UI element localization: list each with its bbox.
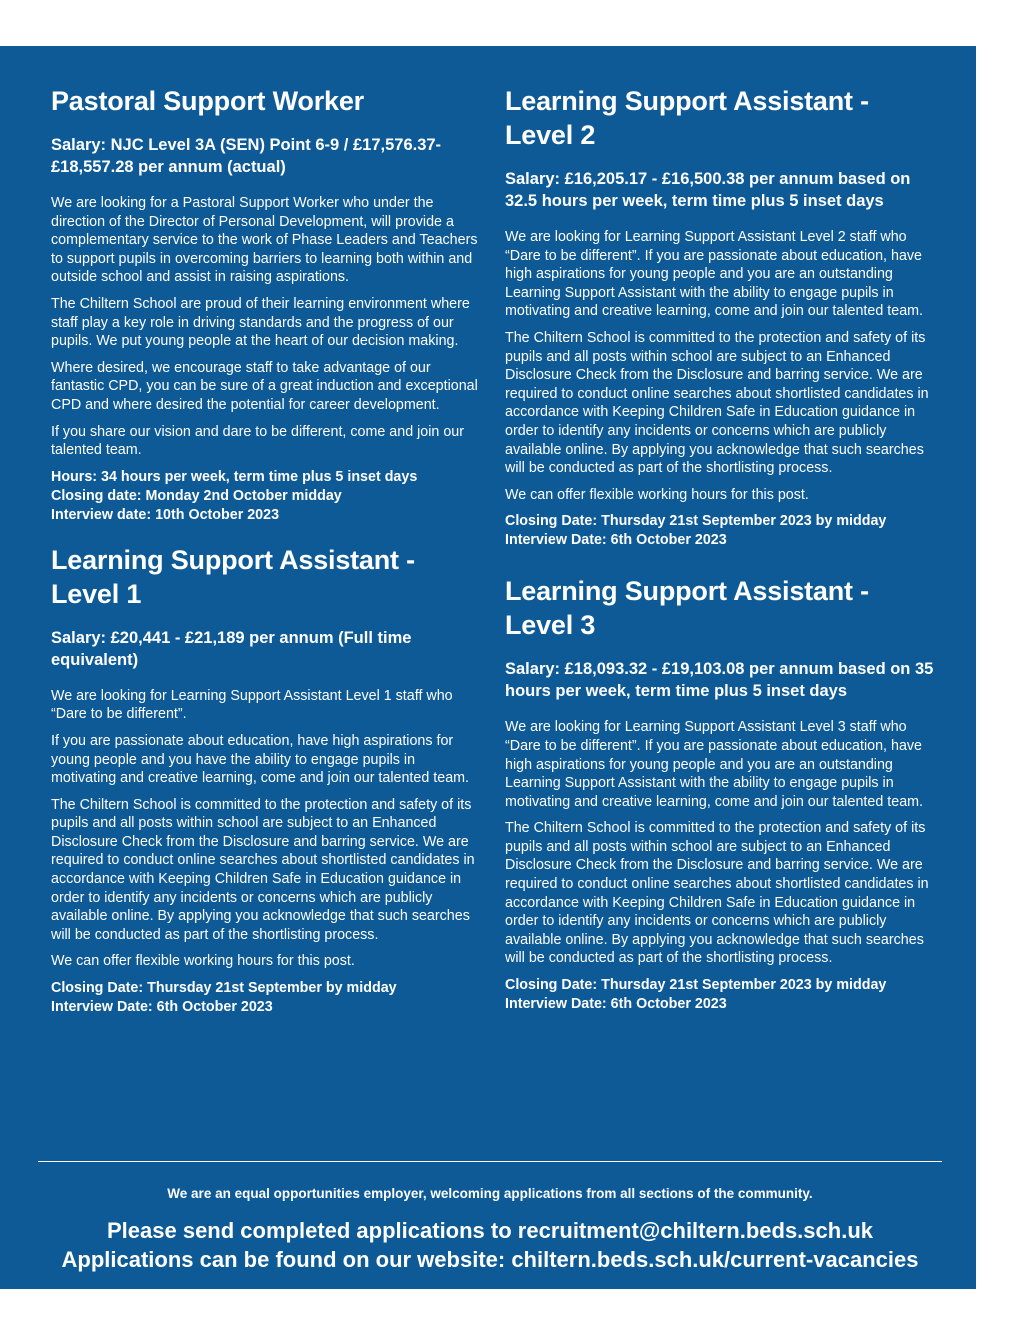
job-closing-date: Closing Date: Thursday 21st September by midday	[51, 980, 397, 997]
equal-opportunities-statement: We are an equal opportunities employer, welcoming applications from all sections of the community.	[167, 1186, 813, 1201]
job-closing-date: Closing Date: Thursday 21st September 2023 by midday	[505, 977, 887, 994]
left-column	[51, 84, 479, 1017]
job-interview-date: Interview Date: 6th October 2023	[51, 999, 273, 1016]
job-paragraph: If you are passionate about education, have high aspirations for young people and you have the ability to engage pupils in motivating and creative learning, come and join our talented team.	[51, 732, 470, 787]
job-paragraph: The Chiltern School is committed to the protection and safety of its pupils and all posts within school are subject to an Enhanced Disclosure Check from the Disclosure and barring service. We are required to conduct online searches about shortlisted candidates in accordance with Keeping Children Safe in Education guidance in order to identify any incidents or concerns which are publicly available online. By applying you acknowledge that such searches will be conducted as part of the shortlisting process.	[51, 796, 475, 943]
job-paragraph: We are looking for a Pastoral Support Worker who under the direction of the Director of Personal Development, will provide a complementary service to the work of Phase Leaders and Teachers to support pupils in overcoming barriers to learning both within and outside school and assist in raising aspirations.	[51, 195, 478, 286]
job-interview-date: Interview Date: 6th October 2023	[505, 996, 727, 1013]
job-title: Pastoral Support Worker	[51, 86, 364, 116]
job-paragraph: We are looking for Learning Support Assistant Level 2 staff who “Dare to be different”. If you are passionate about education, have high aspirations for young people and you are an outstanding Learning Support Assistant with the ability to engage pupils in motivating and creative learning, come and join our talented team.	[505, 229, 924, 320]
job-details	[505, 512, 937, 550]
job-lsa-level-3	[505, 574, 937, 1014]
job-paragraph: The Chiltern School are proud of their learning environment where staff play a key role in driving standards and the progress of our pupils. We put young people at the heart of our decision making.	[51, 295, 470, 350]
job-salary: Salary: £18,093.32 - £19,103.08 per annum based on 35 hours per week, term time plus 5 inset days	[505, 660, 934, 701]
job-closing-date: Closing Date: Thursday 21st September 2023 by midday	[505, 513, 887, 530]
footer-divider	[38, 1161, 942, 1162]
job-paragraph: We can offer flexible working hours for this post.	[51, 953, 355, 970]
job-hours: Hours: 34 hours per week, term time plus 5 inset days	[51, 468, 418, 485]
job-pastoral-support-worker	[51, 84, 479, 525]
job-paragraph: We are looking for Learning Support Assistant Level 1 staff who “Dare to be different”.	[51, 687, 453, 723]
job-paragraph: The Chiltern School is committed to the protection and safety of its pupils and all posts within school are subject to an Enhanced Disclosure Check from the Disclosure and barring service. We are required to conduct online searches about shortlisted candidates in accordance with Keeping Children Safe in Education guidance in order to identify any incidents or concerns which are publicly available online. By applying you acknowledge that such searches will be conducted as part of the shortlisting process.	[505, 329, 929, 477]
job-title: Learning Support Assistant - Level 3	[505, 576, 869, 641]
right-column	[505, 84, 937, 1014]
job-interview-date: Interview date: 10th October 2023	[51, 506, 280, 523]
job-salary: Salary: NJC Level 3A (SEN) Point 6-9 / £17,576.37-£18,557.28 per annum (actual)	[51, 136, 442, 176]
job-paragraph: Where desired, we encourage staff to take advantage of our fantastic CPD, you can be sure of a great induction and exceptional CPD and where desired the potential for career development.	[51, 359, 478, 413]
job-paragraph: If you share our vision and dare to be different, come and join our talented team.	[51, 423, 465, 459]
job-interview-date: Interview Date: 6th October 2023	[505, 532, 727, 549]
job-salary: Salary: £20,441 - £21,189 per annum (Full time equivalent)	[51, 628, 412, 669]
job-paragraph: The Chiltern School is committed to the protection and safety of its pupils and all posts within school are subject to an Enhanced Disclosure Check from the Disclosure and barring service. We are required to conduct online searches about shortlisted candidates in accordance with Keeping Children Safe in Education guidance in order to identify any incidents or concerns which are publicly available online. By applying you acknowledge that such searches will be conducted as part of the shortlisting process.	[505, 820, 929, 967]
job-closing-date: Closing date: Monday 2nd October midday	[51, 487, 342, 504]
apply-email-line: Please send completed applications to recruitment@chiltern.beds.sch.uk	[107, 1218, 873, 1243]
job-details	[51, 468, 479, 525]
job-lsa-level-2	[505, 84, 937, 550]
job-salary: Salary: £16,205.17 - £16,500.38 per annum based on 32.5 hours per week, term time plus 5 inset days	[505, 170, 911, 210]
job-title: Learning Support Assistant - Level 2	[505, 86, 869, 150]
job-details	[51, 979, 479, 1017]
job-paragraph: We can offer flexible working hours for this post.	[505, 486, 809, 503]
job-details	[505, 976, 937, 1014]
job-title: Learning Support Assistant - Level 1	[51, 544, 415, 609]
job-paragraph: We are looking for Learning Support Assistant Level 3 staff who “Dare to be different”. If you are passionate about education, have high aspirations for young people and you are an outstanding Learning Support Assistant with the ability to engage pupils in motivating and creative learning, come and join our talented team.	[505, 719, 924, 810]
apply-website-line: Applications can be found on our website: chiltern.beds.sch.uk/current-vacancies	[61, 1247, 919, 1272]
application-instructions	[0, 1216, 980, 1274]
vacancies-panel	[0, 46, 976, 1289]
job-lsa-level-1	[51, 543, 479, 1017]
